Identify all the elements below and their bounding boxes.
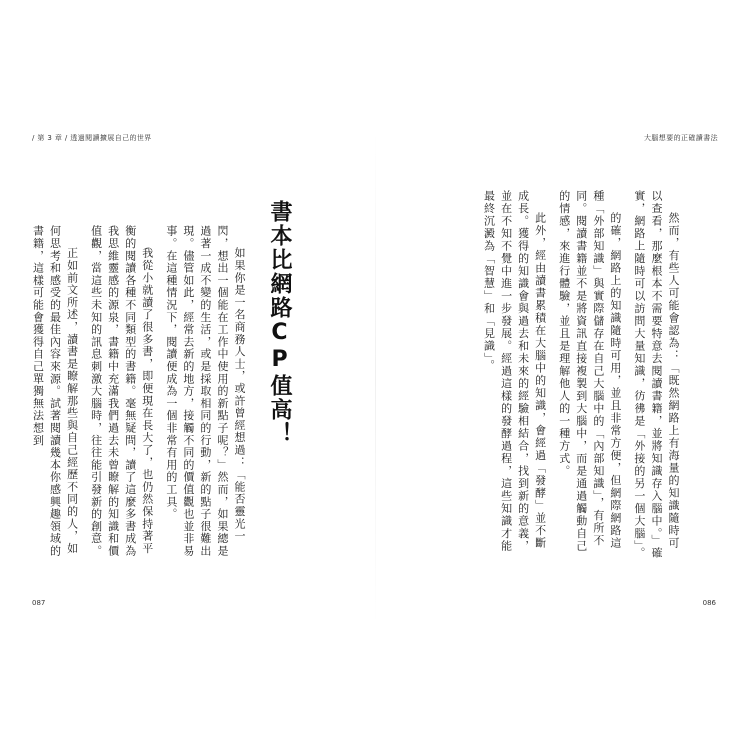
running-head-left: / 第 3 章 / 透過閱讀擴展自己的世界	[32, 134, 152, 142]
book-spread	[18, 120, 732, 632]
right-page-body	[432, 190, 682, 560]
right-paragraph-2: 的確，網路上的知識隨時可用，並且非常方便，但網際網路這種「外部知識」與實際儲存在自己大腦中的「內部知識」，有所不同。閱讀書籍並不是將資訊直接複製到大腦中，而是通過觸動自己的情感，來進行體驗，並且是理解他人的一種方式。	[557, 190, 622, 553]
right-paragraph-3: 此外，經由讀書累積在大腦中的知識，會經過「發酵」並不斷成長。獲得的知識會與過去和未來的經驗相結合，找到新的意義，並在不知不覺中進一步發展。經過這樣的發酵過程，這些知識才能最終沉澱為「智慧」和「見識」。	[482, 190, 547, 553]
running-head-right: 大腦想要的正確讀書法	[644, 134, 718, 142]
right-paragraph-1: 然而，有些人可能會認為：「既然網路上有海量的知識隨時可以查看，那麼根本不需要特意去閱讀書籍，並將知識存入腦中。」確實，網路上隨時可以訪問大量知識，彷彿是「外接的另一個大腦」。	[632, 190, 680, 560]
page-number-right: 086	[702, 599, 716, 607]
left-page-body	[31, 225, 248, 560]
left-paragraph-2: 我從小就讀了很多書，即便現在長大了，也仍然保持著平衡的閱讀各種不同類型的書籍。毫無疑問，讀了這麼多書成為我思維靈感的源泉，書籍中充滿我們過去未曾瞭解的知識和價值觀，當這些未知的訊息刺激大腦時，往往能引發新的創意。	[89, 225, 154, 558]
left-paragraph-3: 正如前文所述，讀書是瞭解那些與自己經歷不同的人，如何思考和感受的最佳內容來源。試著閱讀幾本你感興趣領域的書籍，這樣可能會獲得自己單獨無法想到	[31, 225, 79, 558]
page-gutter	[375, 128, 376, 628]
page-number-left: 087	[32, 599, 46, 607]
left-paragraph-1: 如果你是一名商務人士，或許曾經想過：「能否靈光一閃，想出一個能在工作中使用的新點子呢？」然而，如果總是過著一成不變的生活，或是採取相同的行動，新的點子很難出現。儘管如此，經常去新的地方，接觸不同的價值觀也並非易事。在這種情況下，閱讀便成為一個非常有用的工具。	[164, 225, 246, 558]
section-title: 書本比網路CP值高！	[267, 200, 292, 446]
